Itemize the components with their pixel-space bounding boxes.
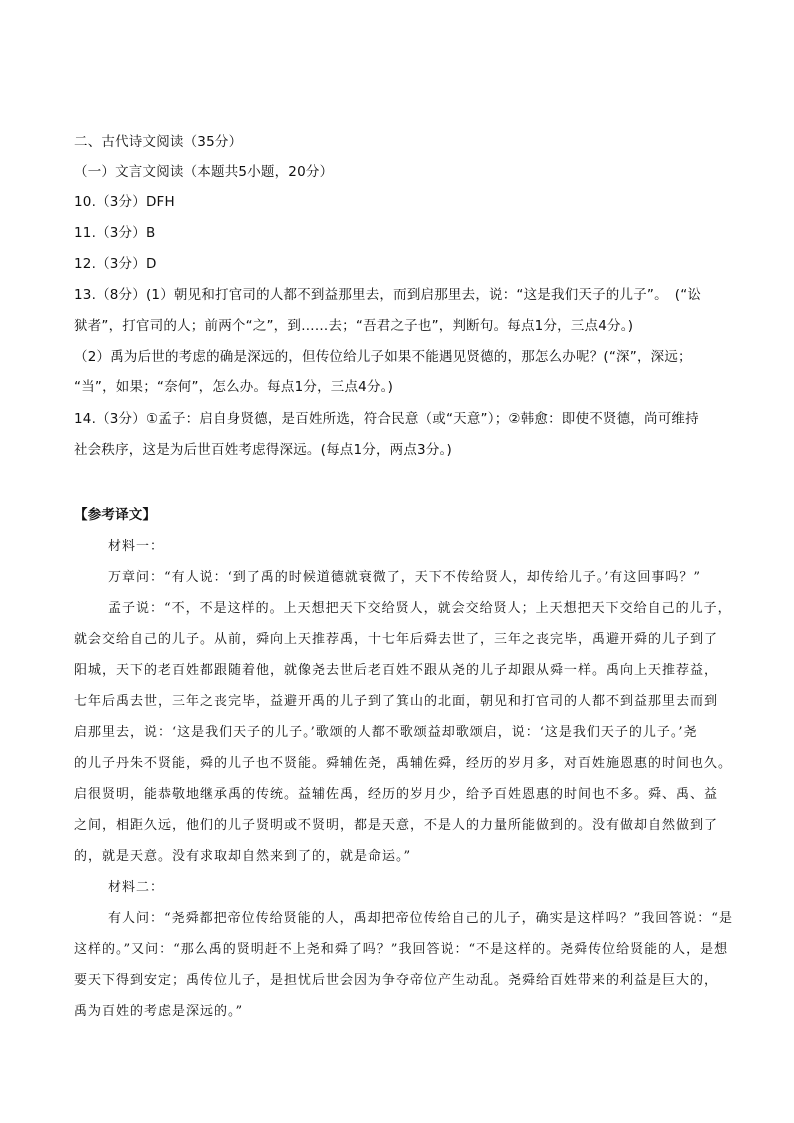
answer-q11: 11.（3分）B	[74, 225, 156, 241]
translation-line: 孟子说：“不，不是这样的。上天想把天下交给贤人，就会交给贤人；上天想把天下交给自己的儿子，	[108, 601, 732, 616]
translation-line: 万章问：“有人说：‘到了禹的时候道德就衰微了，天下不传给贤人，却传给儿子。’有这回事吗？”	[108, 570, 702, 585]
answer-q14-line: 社会秩序，这是为后世百姓考虑得深远。(每点1分，两点3分。)	[74, 442, 452, 458]
answer-q12: 12.（3分）D	[74, 256, 157, 272]
translation-line: 之间，相距久远，他们的儿子贤明或不贤明，都是天意，不是人的力量所能做到的。没有做却自然做到了	[74, 818, 719, 833]
answer-q13-line: 狱者”，打官司的人；前两个“之”，到……去；“吾君之子也”，判断句。每点1分，三点4分。)	[74, 318, 634, 334]
translation-line: 启很贤明，能恭敬地继承禹的传统。益辅佐禹，经历的岁月少，给予百姓恩惠的时间也不多。舜、禹、益	[74, 787, 719, 802]
translation-line: 的，就是天意。没有求取却自然来到了的，就是命运。”	[74, 849, 412, 864]
translation-line: 启那里去，说：‘这是我们天子的儿子。’歌颂的人都不歌颂益却歌颂启，说：‘这是我们天子的儿子。’尧	[74, 725, 698, 740]
translation-line: 阳城，天下的老百姓都跟随着他，就像尧去世后老百姓不跟从尧的儿子却跟从舜一样。禹向上天推荐益，	[74, 663, 719, 678]
material-one-label: 材料一：	[108, 539, 165, 554]
subsection-title: （一）文言文阅读（本题共5小题，20分）	[74, 164, 334, 180]
translation-line: 的儿子丹朱不贤能，舜的儿子也不贤能。舜辅佐尧，禹辅佐舜，经历的岁月多，对百姓施恩惠的时间也久。	[74, 756, 733, 771]
translation-line: 要天下得到安定；禹传位儿子，是担忧后世会因为争夺帝位产生动乱。尧舜给百姓带来的利益是巨大的，	[74, 973, 719, 988]
translation-line: 禹为百姓的考虑是深远的。”	[74, 1004, 244, 1019]
answer-q14-line: 14.（3分）①孟子：启自身贤德，是百姓所选，符合民意（或“天意”）；②韩愈：即使不贤德，尚可维持	[74, 411, 699, 427]
answer-q13-line: “当”，如果；“奈何”，怎么办。每点1分，三点4分。)	[74, 379, 394, 395]
material-two-label: 材料二：	[108, 880, 165, 895]
translation-line: 就会交给自己的儿子。从前，舜向上天推荐禹，十七年后舜去世了，三年之丧完毕，禹避开舜的儿子到了	[74, 632, 719, 647]
translation-line: 有人问：“尧舜都把帝位传给贤能的人，禹却把帝位传给自己的儿子，确实是这样吗？”我回答说：“是	[108, 911, 733, 926]
translation-line: 七年后禹去世，三年之丧完毕，益避开禹的儿子到了箕山的北面，朝见和打官司的人都不到益那里去而到	[74, 694, 719, 709]
answer-q10: 10.（3分）DFH	[74, 194, 175, 210]
section-title: 二、古代诗文阅读（35分）	[74, 134, 243, 150]
translation-line: 这样的。”又问：“那么禹的贤明赶不上尧和舜了吗？”我回答说：“不是这样的。尧舜传位给贤能的人，是想	[74, 942, 729, 957]
answer-q13-line: （2）禹为后世的考虑的确是深远的，但传位给儿子如果不能遇见贤德的，那怎么办呢？(“深”，深远；	[74, 349, 692, 365]
answer-q13-line: 13.（8分）(1）朝见和打官司的人都不到益那里去，而到启那里去，说：“这是我们天子的儿子”。 (“讼	[74, 287, 702, 303]
translation-heading: 【参考译文】	[74, 507, 157, 523]
